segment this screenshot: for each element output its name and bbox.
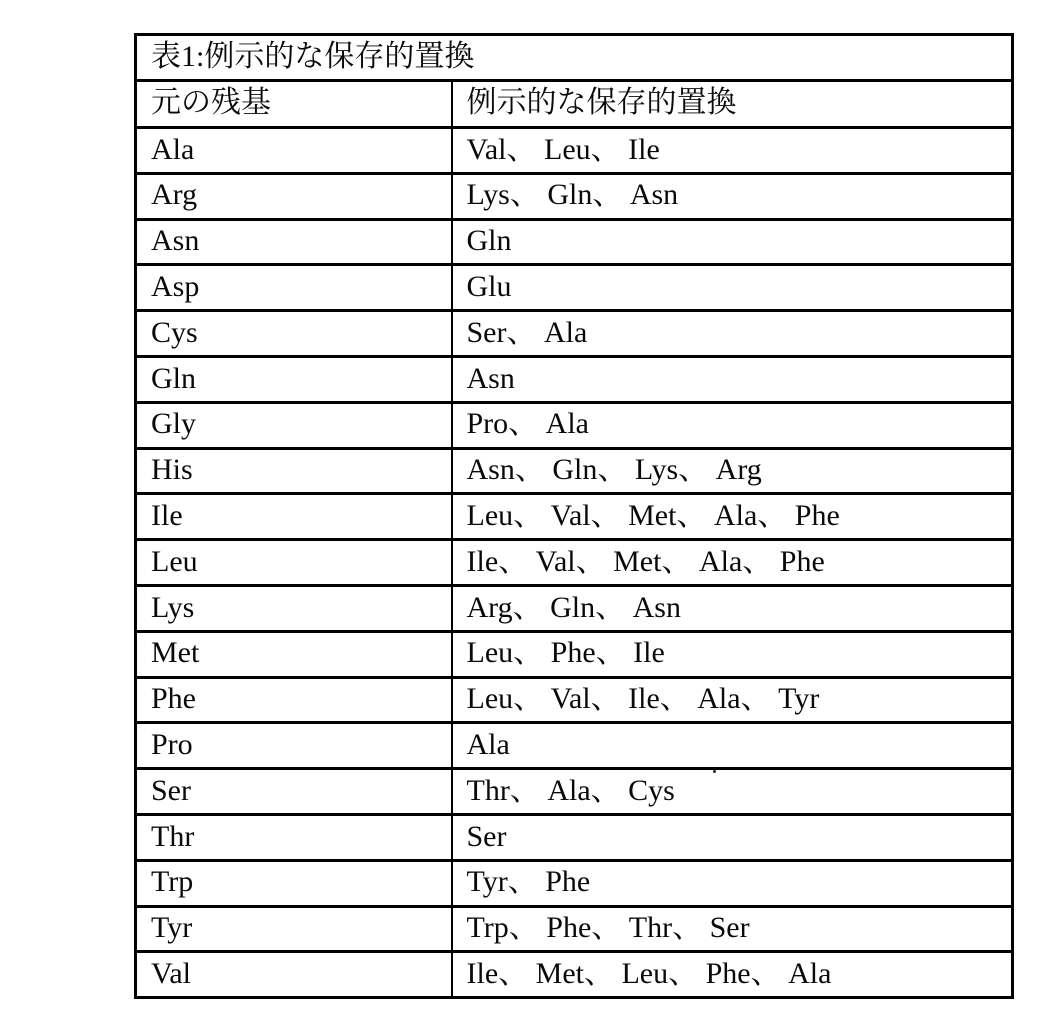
table-row (136, 448, 1013, 494)
substitutions-cell: Ser、 Ala (452, 311, 1013, 357)
table-row (136, 906, 1013, 952)
substitutions-cell: Ile、 Val、 Met、 Ala、 Phe (452, 540, 1013, 586)
table-row (136, 540, 1013, 586)
table-row (136, 814, 1013, 860)
table-row (136, 219, 1013, 265)
original-residue-cell: Ile (136, 494, 452, 540)
table-title-row (136, 35, 1013, 81)
original-residue-cell: His (136, 448, 452, 494)
table-row (136, 631, 1013, 677)
substitutions-cell: Pro、 Ala (452, 402, 1013, 448)
original-residue-cell: Gly (136, 402, 452, 448)
table-row (136, 769, 1013, 815)
substitutions-cell: Tyr、 Phe (452, 860, 1013, 906)
table-row (136, 173, 1013, 219)
original-residue-cell: Val (136, 952, 452, 998)
substitutions-cell: Gln (452, 219, 1013, 265)
substitutions-cell: Arg、 Gln、 Asn (452, 585, 1013, 631)
table-row (136, 311, 1013, 357)
original-residue-cell: Leu (136, 540, 452, 586)
original-residue-cell: Asn (136, 219, 452, 265)
substitutions-cell: Trp、 Phe、 Thr、 Ser (452, 906, 1013, 952)
table-row (136, 494, 1013, 540)
original-residue-cell: Phe (136, 677, 452, 723)
substitutions-cell: Leu、 Val、 Met、 Ala、 Phe (452, 494, 1013, 540)
conservative-substitution-table (134, 33, 1014, 999)
original-residue-cell: Met (136, 631, 452, 677)
original-residue-cell: Arg (136, 173, 452, 219)
table-row (136, 128, 1013, 174)
table-body (136, 128, 1013, 998)
table-row (136, 402, 1013, 448)
original-residue-cell: Ala (136, 128, 452, 174)
table-row (136, 356, 1013, 402)
substitutions-cell: Lys、 Gln、 Asn (452, 173, 1013, 219)
original-residue-cell: Lys (136, 585, 452, 631)
substitutions-cell: Glu (452, 265, 1013, 311)
substitutions-cell: Ser (452, 814, 1013, 860)
original-residue-cell: Asp (136, 265, 452, 311)
original-residue-cell: Cys (136, 311, 452, 357)
substitutions-cell: Asn、 Gln、 Lys、 Arg (452, 448, 1013, 494)
column-header-substitutions: 例示的な保存的置換 (452, 81, 1013, 128)
original-residue-cell: Ser (136, 769, 452, 815)
original-residue-cell: Gln (136, 356, 452, 402)
original-residue-cell: Thr (136, 814, 452, 860)
table-row (136, 952, 1013, 998)
table-header-row (136, 81, 1013, 128)
table-row (136, 677, 1013, 723)
substitutions-cell: Ile、 Met、 Leu、 Phe、 Ala (452, 952, 1013, 998)
table-row (136, 585, 1013, 631)
table-title: 表1:例示的な保存的置換 (136, 35, 1013, 81)
original-residue-cell: Trp (136, 860, 452, 906)
substitutions-cell: Ala (452, 723, 1013, 769)
substitutions-cell: Val、 Leu、 Ile (452, 128, 1013, 174)
scan-artifact-dot (713, 770, 716, 773)
substitutions-cell: Thr、 Ala、 Cys (452, 769, 1013, 815)
original-residue-cell: Tyr (136, 906, 452, 952)
table-row (136, 860, 1013, 906)
original-residue-cell: Pro (136, 723, 452, 769)
table-row (136, 265, 1013, 311)
substitutions-cell: Asn (452, 356, 1013, 402)
substitutions-cell: Leu、 Phe、 Ile (452, 631, 1013, 677)
column-header-original-residue: 元の残基 (136, 81, 452, 128)
table-row (136, 723, 1013, 769)
substitutions-cell: Leu、 Val、 Ile、 Ala、 Tyr (452, 677, 1013, 723)
